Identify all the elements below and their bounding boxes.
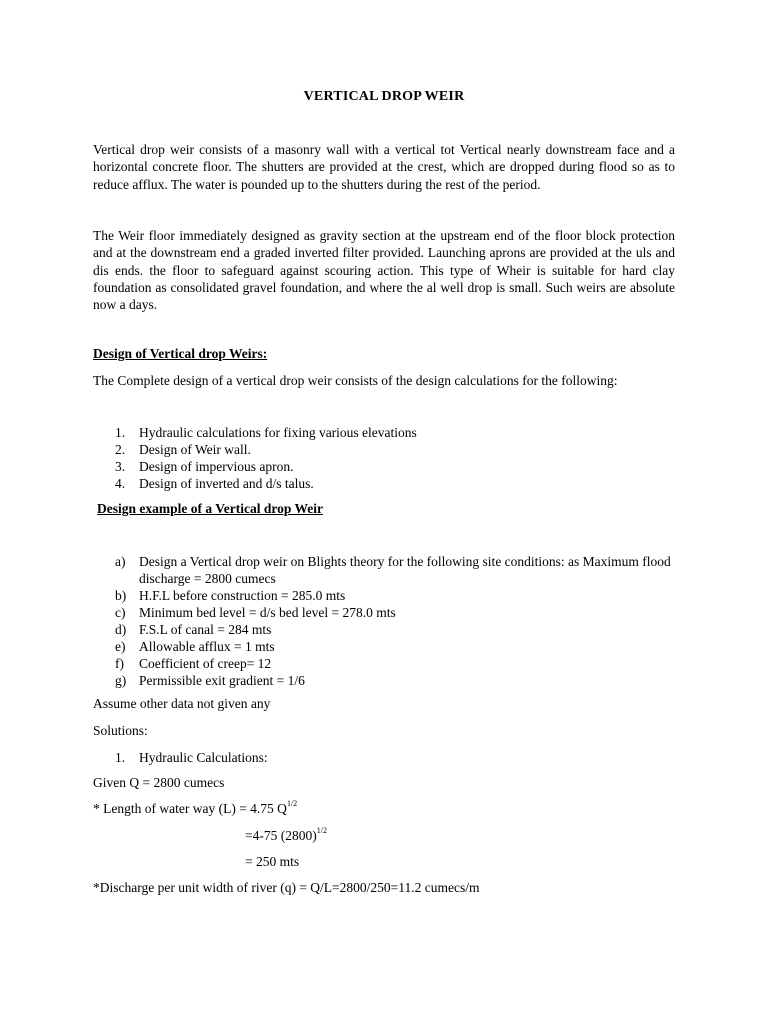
list-item-text: Hydraulic calculations for fixing various elevations	[139, 425, 417, 440]
list-item-text: H.F.L before construction = 285.0 mts	[139, 588, 346, 603]
list-item	[93, 424, 653, 441]
discharge-line: *Discharge per unit width of river (q) = Q/L=2800/250=11.2 cumecs/m	[93, 880, 480, 895]
floor-paragraph: The Weir floor immediately designed as gravity section at the upstream end of the floor block protection and at the downstream end a graded inverted filter provided. Launching aprons are provided at the uls and dis ends. the floor to safeguard against scouring action. This type of Wheir is suitable for hard clay foundation as consolidated gravel foundation, and where the al well drop is small. Such weirs are absolute now a days.	[93, 228, 675, 313]
assume-line: Assume other data not given any	[93, 696, 271, 711]
intro-paragraph: Vertical drop weir consists of a masonry wall with a vertical tot Vertical nearly downstream face and a horizontal concrete floor. The shutters are provided at the crest, which are dropped during flood so as to reduce afflux. The water is pounded up to the shutters during the rest of the period.	[93, 142, 675, 192]
length-calculation	[245, 828, 327, 844]
list-marker: f)	[115, 656, 124, 671]
list-item-text: Design a Vertical drop weir on Blights theory for the following site conditions: as Maximum flood discharge = 2800 cumecs	[139, 554, 671, 586]
list-item	[93, 749, 653, 766]
length-result: = 250 mts	[245, 854, 300, 869]
list-item	[93, 672, 675, 689]
list-item	[93, 638, 675, 655]
list-item	[93, 604, 675, 621]
list-item-text: Hydraulic Calculations:	[139, 750, 268, 765]
list-marker: 1.	[115, 425, 126, 440]
list-item-text: Minimum bed level = d/s bed level = 278.0 mts	[139, 605, 396, 620]
list-item-text: Design of Weir wall.	[139, 442, 251, 457]
list-item-text: Design of impervious apron.	[139, 459, 294, 474]
list-item-text: Allowable afflux = 1 mts	[139, 639, 275, 654]
list-marker: d)	[115, 622, 127, 637]
list-item	[93, 475, 653, 492]
exponent: 1/2	[286, 799, 298, 808]
list-marker: 4.	[115, 476, 126, 491]
list-item	[93, 441, 653, 458]
length-formula-text: * Length of water way (L) = 4.75 Q	[93, 801, 287, 816]
list-item	[93, 587, 675, 604]
list-marker: e)	[115, 639, 126, 654]
list-item	[93, 458, 653, 475]
list-marker: 3.	[115, 459, 126, 474]
page-title: VERTICAL DROP WEIR	[303, 89, 465, 104]
solution-steps-list	[93, 749, 653, 766]
list-item	[93, 655, 675, 672]
list-item-text: F.S.L of canal = 284 mts	[139, 622, 272, 637]
list-marker: c)	[115, 605, 126, 620]
list-marker: 2.	[115, 442, 126, 457]
design-items-list	[93, 424, 653, 492]
list-item	[93, 553, 675, 587]
solutions-label: Solutions:	[93, 723, 148, 738]
length-calculation-text: =4-75 (2800)	[245, 828, 317, 843]
list-item-text: Permissible exit gradient = 1/6	[139, 673, 305, 688]
list-item-text: Coefficient of creep= 12	[139, 656, 272, 671]
length-formula	[93, 801, 297, 817]
site-conditions-list	[93, 553, 675, 689]
design-heading: Design of Vertical drop Weirs:	[93, 346, 268, 361]
list-marker: g)	[115, 673, 127, 688]
given-line: Given Q = 2800 cumecs	[93, 775, 225, 790]
list-marker: b)	[115, 588, 127, 603]
exponent: 1/2	[316, 826, 327, 835]
list-item	[93, 621, 675, 638]
example-heading: Design example of a Vertical drop Weir	[97, 501, 323, 516]
list-marker: 1.	[115, 750, 126, 765]
list-item-text: Design of inverted and d/s talus.	[139, 476, 314, 491]
list-marker: a)	[115, 554, 126, 569]
design-intro: The Complete design of a vertical drop weir consists of the design calculations for the following:	[93, 373, 618, 388]
